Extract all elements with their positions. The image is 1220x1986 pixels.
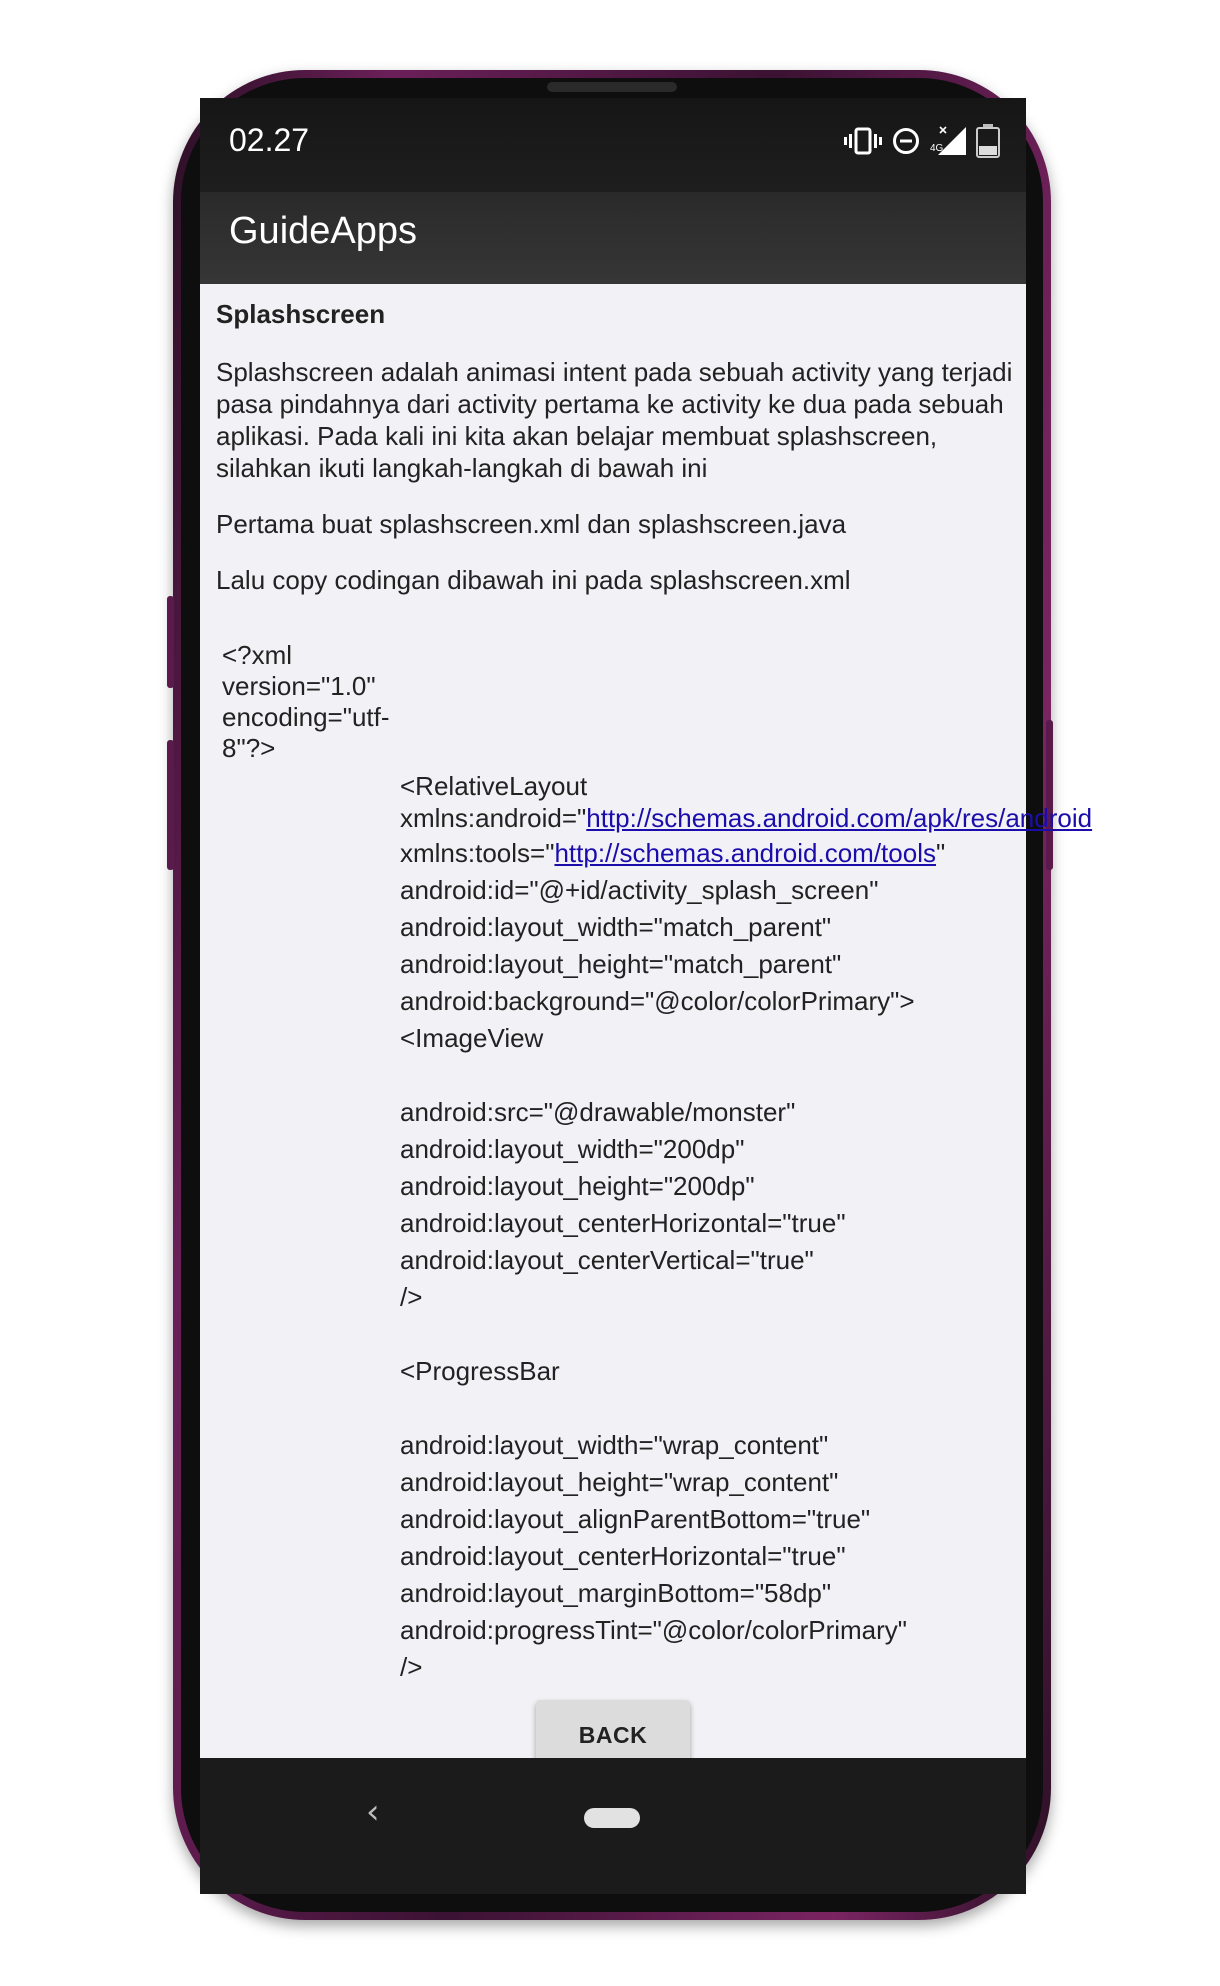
code-iv-center-vertical: android:layout_centerVertical="true" [400,1245,814,1275]
link-tools-schema[interactable]: http://schemas.android.com/tools [554,838,936,868]
code-progressbar-open: <ProgressBar [400,1356,560,1386]
code-layout-width: android:layout_width="match_parent" [400,912,832,942]
code-id: android:id="@+id/activity_splash_screen" [400,875,879,905]
vibrate-icon [844,126,882,160]
code-blank-line [400,1316,1040,1353]
code-pb-height: android:layout_height="wrap_content" [400,1467,839,1497]
nav-back-icon[interactable]: ‹ [366,1792,380,1832]
article-title: Splashscreen [216,299,386,329]
app-title: GuideApps [229,210,418,252]
code-relative-open: <RelativeLayout [400,771,588,801]
intro-paragraph: Splashscreen adalah animasi intent pada sebuah activity yang terjadi pasa pindahnya dari activity pertama ke activity ke dua pada sebuah aplikasi. Pada kali ini kita akan belajar membuat splashscreen, silahkan ikuti langkah-langkah di bawah ini [216,357,1013,483]
battery-icon [976,124,1000,162]
code-pb-tint: android:progressTint="@color/colorPrimary" [400,1615,908,1645]
code-background: android:background="@color/colorPrimary"> [400,986,915,1016]
status-icons [844,124,1000,162]
code-imageview-open: <ImageView [400,1023,544,1053]
code-xmlns-tools-prefix: xmlns:tools=" [400,838,555,868]
do-not-disturb-icon [892,127,920,159]
article-content[interactable] [200,284,1093,1758]
status-bar [200,98,1026,192]
code-src: android:src="@drawable/monster" [400,1097,796,1127]
volume-down-button [167,740,174,870]
code-xmlns-android-prefix: xmlns:android=" [400,803,587,833]
nav-home-pill-icon[interactable] [584,1808,640,1828]
code-iv-height: android:layout_height="200dp" [400,1171,755,1201]
navigation-bar [200,1758,1026,1894]
phone-screen [200,98,1093,1894]
code-iv-close: /> [400,1282,423,1312]
link-android-schema[interactable]: http://schemas.android.com/apk/res/android [586,803,1093,833]
code-xmlns-tools [400,835,1040,872]
code-blank-line [400,1057,1040,1094]
step-one-text: Pertama buat splashscreen.xml dan splashscreen.java [216,509,847,539]
step-two-text: Lalu copy codingan dibawah ini pada splashscreen.xml [216,565,851,595]
back-button[interactable]: BACK [536,1700,690,1770]
code-iv-width: android:layout_width="200dp" [400,1134,745,1164]
code-xmlns-tools-suffix: " [935,838,946,868]
code-pb-center-horizontal: android:layout_centerHorizontal="true" [400,1541,846,1571]
signal-4g-icon [930,125,966,161]
code-pb-width: android:layout_width="wrap_content" [400,1430,829,1460]
app-bar [200,192,1026,284]
xml-declaration: <?xml version="1.0" encoding="utf-8"?> [222,640,390,763]
code-blank-line [400,1390,1040,1427]
network-type-label: 4G [930,143,944,154]
power-button [1046,720,1053,870]
code-pb-close: /> [400,1652,423,1682]
volume-up-button [167,596,174,688]
article-body [216,298,1093,1686]
code-iv-center-horizontal: android:layout_centerHorizontal="true" [400,1208,846,1238]
earpiece-speaker [547,82,677,92]
status-time: 02.27 [229,122,310,158]
code-pb-align-bottom: android:layout_alignParentBottom="true" [400,1504,871,1534]
code-xmlns-android [400,803,1093,835]
code-pb-margin-bottom: android:layout_marginBottom="58dp" [400,1578,832,1608]
code-layout-height: android:layout_height="match_parent" [400,949,842,979]
code-block [400,768,1093,1686]
